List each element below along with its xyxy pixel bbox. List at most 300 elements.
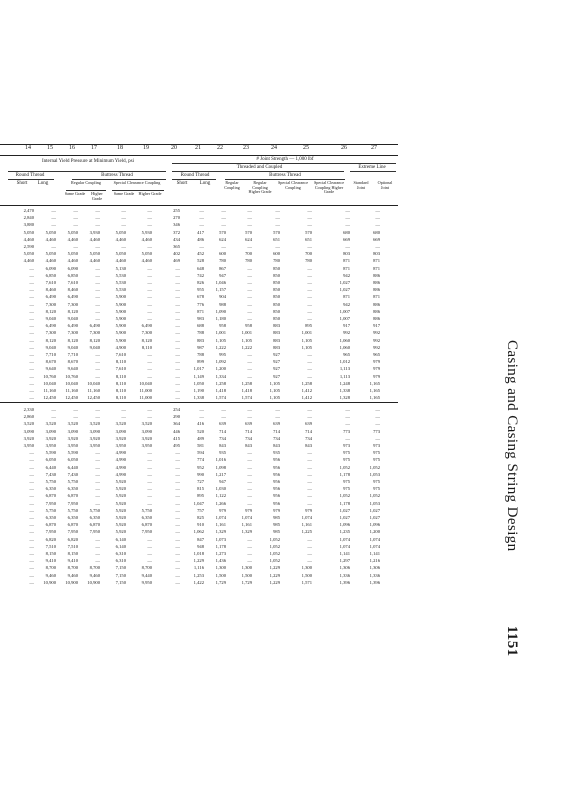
table-cell: 3,090 <box>89 428 100 434</box>
table-cell: — <box>175 457 180 463</box>
table-cell: — <box>29 352 34 357</box>
table-cell: 975 <box>373 479 380 484</box>
table-cell: — <box>29 486 34 492</box>
higher-grade-1-header: Higher Grade <box>91 191 103 201</box>
table-cell: — <box>147 407 152 412</box>
table-row <box>0 257 398 264</box>
table-cell: 7,300 <box>67 330 78 336</box>
table-cell: — <box>95 208 100 213</box>
table-cell: 965 <box>343 352 350 357</box>
table-cell: 956 <box>273 486 280 492</box>
table-cell: — <box>175 316 180 321</box>
table-row <box>0 449 398 456</box>
table-cell: 1,418 <box>215 388 226 393</box>
table-cell: 7,150 <box>115 579 126 585</box>
table-row <box>0 329 398 336</box>
table-cell: 904 <box>219 294 226 300</box>
table-cell: — <box>375 435 380 441</box>
table-cell: — <box>221 407 226 412</box>
table-cell: — <box>199 222 204 228</box>
table-cell: 7,610 <box>45 280 56 285</box>
table-cell: 4,460 <box>141 258 152 264</box>
table-cell: — <box>307 215 312 221</box>
table-cell: — <box>29 493 34 499</box>
table-cell: 346 <box>173 222 180 228</box>
table-cell: 1,149 <box>193 373 204 379</box>
table-cell: — <box>147 543 152 549</box>
table-cell: 639 <box>273 421 280 427</box>
table-row <box>0 365 398 372</box>
table-cell: 1,027 <box>369 507 380 513</box>
table-cell: 774 <box>197 457 204 463</box>
table-cell: 1,500 <box>215 572 226 578</box>
table-cell: 9,460 <box>67 572 78 578</box>
table-cell: 4,460 <box>89 236 100 242</box>
table-row <box>0 413 398 420</box>
table-cell: — <box>29 507 34 513</box>
table-cell: 5,750 <box>67 507 78 513</box>
table-cell: 12,450 <box>65 395 78 401</box>
table-cell: 7,150 <box>115 572 126 578</box>
table-cell: — <box>247 486 252 492</box>
table-cell: — <box>175 471 180 477</box>
table-cell: 1,300 <box>241 565 252 571</box>
table-cell: 1,105 <box>301 337 312 343</box>
table-cell: — <box>247 265 252 271</box>
table-cell: 975 <box>343 450 350 456</box>
table-cell: 4,460 <box>115 236 126 242</box>
table-cell: 1,052 <box>369 493 380 499</box>
table-cell: 5,920 <box>115 500 126 506</box>
table-row <box>0 557 398 564</box>
table-cell: 8,120 <box>45 337 56 343</box>
table-cell: 1,161 <box>301 522 312 528</box>
table-row <box>0 420 398 427</box>
table-cell: 8,110 <box>115 359 126 365</box>
table-cell: 979 <box>373 366 380 372</box>
table-cell: 5,050 <box>23 229 34 235</box>
table-row <box>0 428 398 435</box>
table-cell: 7,430 <box>67 471 78 477</box>
table-cell: — <box>175 565 180 571</box>
round-thread-right-header: Round Thread <box>180 173 210 178</box>
table-cell: 935 <box>273 450 280 456</box>
table-cell: 570 <box>245 229 252 235</box>
table-cell: 5,750 <box>45 479 56 484</box>
table-cell: — <box>247 280 252 285</box>
table-cell: — <box>345 421 350 427</box>
table-cell: — <box>95 280 100 285</box>
table-cell: 1,200 <box>369 529 380 535</box>
table-cell: 776 <box>197 301 204 307</box>
table-cell: 956 <box>273 457 280 463</box>
table-cell: — <box>247 244 252 249</box>
table-cell: 3,950 <box>141 443 152 448</box>
table-cell: 9,410 <box>45 558 56 564</box>
table-cell: 826 <box>197 280 204 285</box>
table-cell: — <box>275 215 280 221</box>
table-cell: 948 <box>197 543 204 549</box>
extreme-span-rule <box>350 171 396 172</box>
table-cell: 680 <box>343 229 350 235</box>
table-cell: — <box>307 272 312 278</box>
table-cell: — <box>147 479 152 484</box>
table-cell: — <box>375 208 380 213</box>
table-cell: 6,490 <box>89 323 100 329</box>
table-cell: 1,052 <box>369 464 380 470</box>
table-cell: 10,040 <box>43 380 56 386</box>
table-row <box>0 485 398 492</box>
table-cell: 2,840 <box>23 215 34 221</box>
table-cell: 1,161 <box>215 522 226 528</box>
table-cell: — <box>51 215 56 221</box>
table-cell: 3,090 <box>45 428 56 434</box>
table-cell: 5,050 <box>115 229 126 235</box>
table-cell: — <box>275 244 280 249</box>
table-cell: — <box>29 323 34 329</box>
table-cell: 651 <box>273 236 280 242</box>
table-cell: — <box>221 222 226 228</box>
table-cell: 1,165 <box>369 380 380 386</box>
table-row <box>0 435 398 442</box>
table-cell: — <box>95 287 100 293</box>
table-cell: 1,092 <box>215 359 226 365</box>
table-cell: — <box>247 294 252 300</box>
table-cell: 3,950 <box>115 443 126 448</box>
table-cell: 850 <box>273 294 280 300</box>
table-cell: — <box>307 486 312 492</box>
table-cell: 1,050 <box>193 380 204 386</box>
table-cell: 700 <box>305 251 312 257</box>
table-cell: — <box>247 479 252 484</box>
table-cell: — <box>175 543 180 549</box>
table-cell: — <box>199 208 204 213</box>
special-higher-right-header: Special Clearance Coupling Higher Grade <box>313 180 345 195</box>
table-cell: — <box>345 435 350 441</box>
table-cell: 1,222 <box>215 344 226 350</box>
table-cell: — <box>95 301 100 307</box>
table-cell: 956 <box>273 471 280 477</box>
table-cell: 1,074 <box>369 543 380 549</box>
table-cell: 871 <box>373 265 380 271</box>
table-cell: 883 <box>273 330 280 336</box>
table-cell: — <box>247 222 252 228</box>
table-cell: 992 <box>343 330 350 336</box>
column-number: 26 <box>341 145 347 151</box>
table-cell: 8,110 <box>115 380 126 386</box>
table-row <box>0 301 398 308</box>
table-cell: — <box>147 414 152 420</box>
table-cell: 5,900 <box>115 330 126 336</box>
table-cell: 1,098 <box>215 464 226 470</box>
table-cell: 886 <box>373 287 380 293</box>
table-cell: 372 <box>173 229 180 235</box>
table-cell: 985 <box>273 529 280 535</box>
table-cell: 6,490 <box>67 294 78 300</box>
table-row <box>0 471 398 478</box>
table-cell: 992 <box>373 344 380 350</box>
table-cell: 528 <box>197 258 204 264</box>
table-cell: 402 <box>173 251 180 257</box>
table-cell: — <box>175 395 180 401</box>
table-cell: — <box>345 244 350 249</box>
table-cell: — <box>275 407 280 412</box>
table-cell: 8,460 <box>45 287 56 293</box>
table-cell: 973 <box>343 443 350 448</box>
table-cell: — <box>307 244 312 249</box>
table-cell: 6,490 <box>67 323 78 329</box>
long-right-header: Long <box>199 181 211 186</box>
table-cell: — <box>51 407 56 412</box>
table-cell: 987 <box>197 344 204 350</box>
table-cell: 1,165 <box>369 388 380 393</box>
table-cell: 815 <box>197 486 204 492</box>
table-cell: 979 <box>373 373 380 379</box>
table-cell: 1,052 <box>269 558 280 564</box>
table-cell: 6,350 <box>67 486 78 492</box>
table-row <box>0 236 398 243</box>
table-cell: 734 <box>219 435 226 441</box>
column-number: 16 <box>69 145 75 151</box>
table-cell: 1,729 <box>241 579 252 585</box>
table-cell: — <box>247 208 252 213</box>
table-cell: — <box>147 493 152 499</box>
table-cell: 1,200 <box>215 366 226 372</box>
table-cell: 1,027 <box>339 287 350 293</box>
table-cell: 6,050 <box>45 457 56 463</box>
table-cell: 1,229 <box>269 579 280 585</box>
table-cell: 975 <box>373 486 380 492</box>
table-cell: 11,160 <box>87 388 100 393</box>
table-cell: — <box>29 337 34 343</box>
table-cell: — <box>375 407 380 412</box>
table-cell: — <box>307 493 312 499</box>
table-cell: — <box>199 407 204 412</box>
table-cell: — <box>345 222 350 228</box>
table-row <box>0 243 398 250</box>
table-cell: 1,007 <box>339 308 350 314</box>
table-cell: 7,950 <box>141 529 152 535</box>
table-cell: — <box>95 471 100 477</box>
table-cell: 843 <box>219 443 226 448</box>
table-cell: — <box>175 323 180 329</box>
table-cell: — <box>147 244 152 249</box>
table-cell: 5,920 <box>115 486 126 492</box>
table-cell: — <box>175 352 180 357</box>
table-cell: — <box>375 414 380 420</box>
table-cell: 11,000 <box>139 395 152 401</box>
table-cell: — <box>307 558 312 564</box>
table-cell: — <box>147 500 152 506</box>
table-cell: — <box>307 479 312 484</box>
table-cell: 1,141 <box>339 551 350 556</box>
table-cell: 7,610 <box>67 280 78 285</box>
table-row <box>0 221 398 228</box>
table-cell: 867 <box>219 265 226 271</box>
table-cell: 917 <box>343 323 350 329</box>
table-cell: 5,920 <box>115 479 126 484</box>
table-cell: 1,338 <box>193 395 204 401</box>
table-cell: 1,571 <box>301 579 312 585</box>
table-cell: 917 <box>373 323 380 329</box>
table-cell: 8,110 <box>141 344 152 350</box>
table-cell: 975 <box>373 450 380 456</box>
table-cell: 1,073 <box>215 536 226 542</box>
table-cell: 5,900 <box>115 301 126 307</box>
table-cell: 639 <box>245 421 252 427</box>
table-cell: — <box>29 536 34 542</box>
table-cell: 8,150 <box>67 551 78 556</box>
same-grade-2-header: Same Grade <box>113 191 135 196</box>
table-cell: 7,950 <box>45 500 56 506</box>
table-cell: 3,090 <box>115 428 126 434</box>
table-row <box>0 380 398 387</box>
table-cell: 1,096 <box>339 522 350 528</box>
table-cell: 956 <box>273 464 280 470</box>
table-cell: 871 <box>373 294 380 300</box>
table-cell: 8,110 <box>115 373 126 379</box>
table-cell: 5,920 <box>115 522 126 528</box>
table-cell: — <box>275 414 280 420</box>
table-cell: — <box>175 359 180 365</box>
table-cell: 780 <box>273 258 280 264</box>
table-cell: — <box>307 301 312 307</box>
table-cell: — <box>73 208 78 213</box>
table-cell: 4,460 <box>89 258 100 264</box>
table-cell: 1,422 <box>193 579 204 585</box>
table-cell: — <box>95 450 100 456</box>
table-cell: 7,430 <box>45 471 56 477</box>
table-cell: 4,460 <box>23 258 34 264</box>
table-cell: 10,900 <box>87 579 100 585</box>
table-cell: 12,450 <box>87 395 100 401</box>
table-cell: — <box>247 558 252 564</box>
table-cell: 8,700 <box>67 565 78 571</box>
table-cell: 1,412 <box>301 388 312 393</box>
table-cell: 1,500 <box>241 572 252 578</box>
table-cell: 5,050 <box>115 251 126 257</box>
threaded-coupled-header: Threaded and Coupled <box>236 165 283 170</box>
table-cell: — <box>73 222 78 228</box>
table-cell: 1,030 <box>215 486 226 492</box>
table-cell: — <box>29 464 34 470</box>
table-cell: 780 <box>245 258 252 264</box>
table-cell: — <box>29 579 34 585</box>
table-cell: 958 <box>219 323 226 329</box>
table-cell: 1,180 <box>215 316 226 321</box>
table-cell: 5,130 <box>115 265 126 271</box>
table-cell: 1,001 <box>301 330 312 336</box>
table-cell: — <box>247 308 252 314</box>
table-cell: 1,412 <box>301 395 312 401</box>
table-cell: 757 <box>197 507 204 513</box>
table-cell: 6,870 <box>67 522 78 528</box>
table-cell: — <box>147 373 152 379</box>
table-cell: 734 <box>273 435 280 441</box>
table-cell: 714 <box>219 428 226 434</box>
column-number: 19 <box>143 145 149 151</box>
table-cell: 624 <box>245 236 252 242</box>
table-cell: 3,520 <box>67 421 78 427</box>
table-cell: 10,760 <box>43 373 56 379</box>
table-cell: 486 <box>197 236 204 242</box>
table-cell: 1,266 <box>215 500 226 506</box>
table-cell: 979 <box>305 507 312 513</box>
table-cell: 5,750 <box>141 507 152 513</box>
table-cell: 871 <box>343 265 350 271</box>
table-cell: 6,140 <box>115 536 126 542</box>
table-cell: — <box>221 414 226 420</box>
table-cell: 9,460 <box>89 572 100 578</box>
table-cell: — <box>73 407 78 412</box>
table-cell: — <box>147 486 152 492</box>
table-cell: — <box>121 414 126 420</box>
table-cell: — <box>147 208 152 213</box>
table-row <box>0 394 398 401</box>
table-cell: 1,052 <box>339 493 350 499</box>
table-cell: 415 <box>173 435 180 441</box>
table-cell: 10,040 <box>87 380 100 386</box>
table-cell: 992 <box>373 337 380 343</box>
round-thread-left-header: Round Thread <box>15 173 45 178</box>
table-cell: — <box>95 359 100 365</box>
table-cell: — <box>95 543 100 549</box>
table-row <box>0 564 398 571</box>
table-cell: — <box>247 287 252 293</box>
table-cell: 5,050 <box>67 229 78 235</box>
table-cell: 1,157 <box>215 287 226 293</box>
table-cell: — <box>147 352 152 357</box>
table-cell: 1,178 <box>215 543 226 549</box>
table-cell: 1,074 <box>339 536 350 542</box>
table-cell: 1,090 <box>215 308 226 314</box>
table-cell: 6,440 <box>67 464 78 470</box>
table-cell: 1,729 <box>215 579 226 585</box>
table-cell: 9,440 <box>141 572 152 578</box>
table-cell: 5,920 <box>115 529 126 535</box>
table-cell: 1,046 <box>215 280 226 285</box>
table-cell: 3,920 <box>89 435 100 441</box>
table-cell: — <box>29 380 34 386</box>
regular-coupling-right-header: Regular Coupling <box>224 180 240 190</box>
table-cell: 594 <box>197 450 204 456</box>
table-cell: 688 <box>197 323 204 329</box>
table-cell: 7,710 <box>45 352 56 357</box>
table-cell: — <box>307 536 312 542</box>
table-row <box>0 550 398 557</box>
table-cell: — <box>147 359 152 365</box>
table-cell: — <box>175 551 180 556</box>
table-cell: 850 <box>273 265 280 271</box>
table-row <box>0 207 398 214</box>
table-cell: 1,016 <box>215 457 226 463</box>
table-cell: 947 <box>219 479 226 484</box>
table-cell: 5,750 <box>89 507 100 513</box>
table-row <box>0 464 398 471</box>
table-cell: 7,300 <box>89 330 100 336</box>
table-cell: 7,710 <box>67 352 78 357</box>
table-cell: — <box>29 388 34 393</box>
table-cell: 847 <box>197 536 204 542</box>
table-cell: — <box>307 414 312 420</box>
table-cell: 5,920 <box>115 515 126 520</box>
table-cell: 9,640 <box>45 366 56 372</box>
table-cell: 6,850 <box>45 272 56 278</box>
table-cell: 5,900 <box>115 337 126 343</box>
table-cell: 600 <box>219 251 226 257</box>
table-cell: — <box>95 493 100 499</box>
table-cell: 871 <box>373 258 380 264</box>
